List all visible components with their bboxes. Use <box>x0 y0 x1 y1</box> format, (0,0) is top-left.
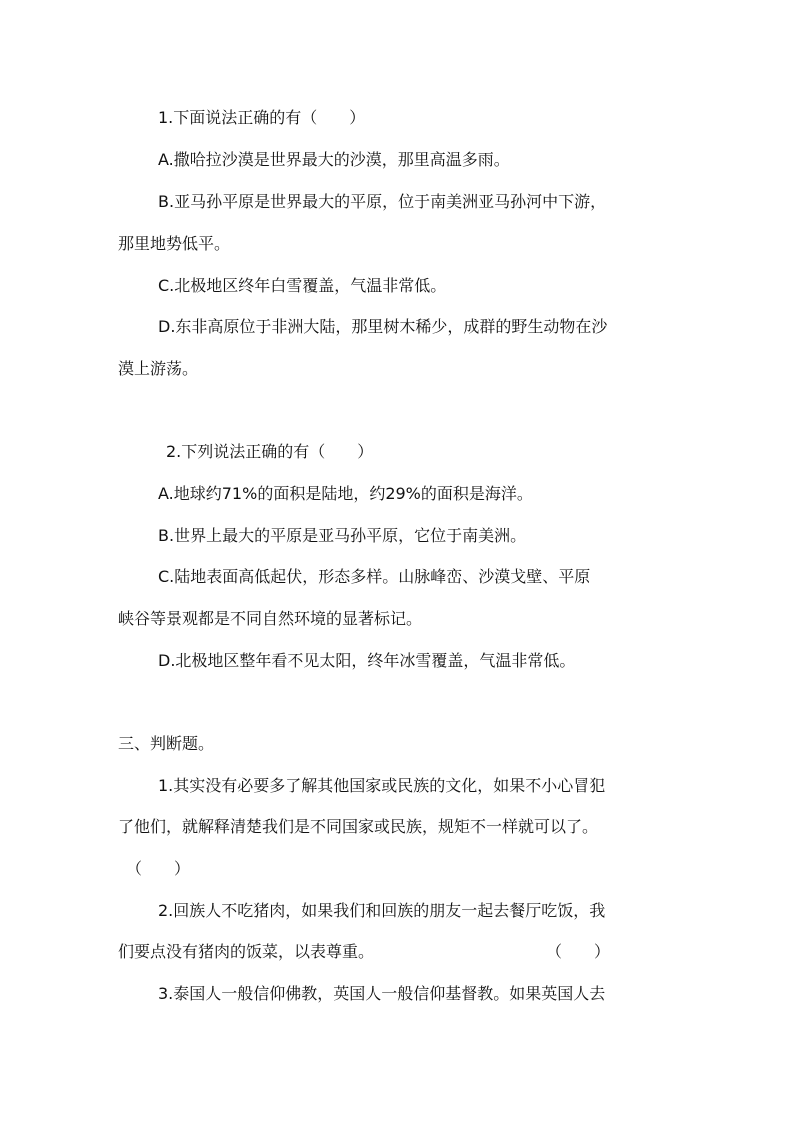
question-2-option-c-line2: 峡谷等景观都是不同自然环境的显著标记。 <box>118 609 423 628</box>
question-2-option-c-line1: C.陆地表面高低起伏，形态多样。山脉峰峦、沙漠戈壁、平原 <box>158 567 591 586</box>
question-1-stem: 1.下面说法正确的有（ ） <box>158 108 366 127</box>
question-2-option-a: A.地球约71%的面积是陆地，约29%的面积是海洋。 <box>158 484 533 503</box>
judgment-item-2-answer-blank[interactable]: （ ） <box>546 942 611 961</box>
question-2-stem: 2.下列说法正确的有（ ） <box>166 442 374 461</box>
judgment-item-3-line1: 3.泰国人一般信仰佛教，英国人一般信仰基督教。如果英国人去 <box>158 984 606 1003</box>
judgment-item-1-line1: 1.其实没有必要多了解其他国家或民族的文化，如果不小心冒犯 <box>158 776 606 795</box>
judgment-item-1-answer-blank[interactable]: （ ） <box>126 859 191 878</box>
judgment-item-2-line1: 2.回族人不吃猪肉，如果我们和回族的朋友一起去餐厅吃饭，我 <box>158 901 606 920</box>
judgment-item-2-line2: 们要点没有猪肉的饭菜，以表尊重。 <box>118 942 375 961</box>
question-2-option-b: B.世界上最大的平原是亚马孙平原，它位于南美洲。 <box>158 526 527 545</box>
judgment-item-1-line2: 了他们，就解释清楚我们是不同国家或民族，规矩不一样就可以了。 <box>118 817 599 836</box>
question-1-option-b-line1: B.亚马孙平原是世界最大的平原，位于南美洲亚马孙河中下游， <box>158 192 607 211</box>
question-1-option-b-line2: 那里地势低平。 <box>118 234 231 253</box>
question-1-option-d-line1: D.东非高原位于非洲大陆，那里树木稀少，成群的野生动物在沙 <box>158 317 608 336</box>
section-heading: 三、判断题。 <box>118 734 215 753</box>
question-1-option-c: C.北极地区终年白雪覆盖，气温非常低。 <box>158 276 447 295</box>
question-1-option-d-line2: 漠上游荡。 <box>118 359 199 378</box>
question-1-option-a: A.撒哈拉沙漠是世界最大的沙漠，那里高温多雨。 <box>158 150 510 169</box>
question-2-option-d: D.北极地区整年看不见太阳，终年冰雪覆盖，气温非常低。 <box>158 651 576 670</box>
